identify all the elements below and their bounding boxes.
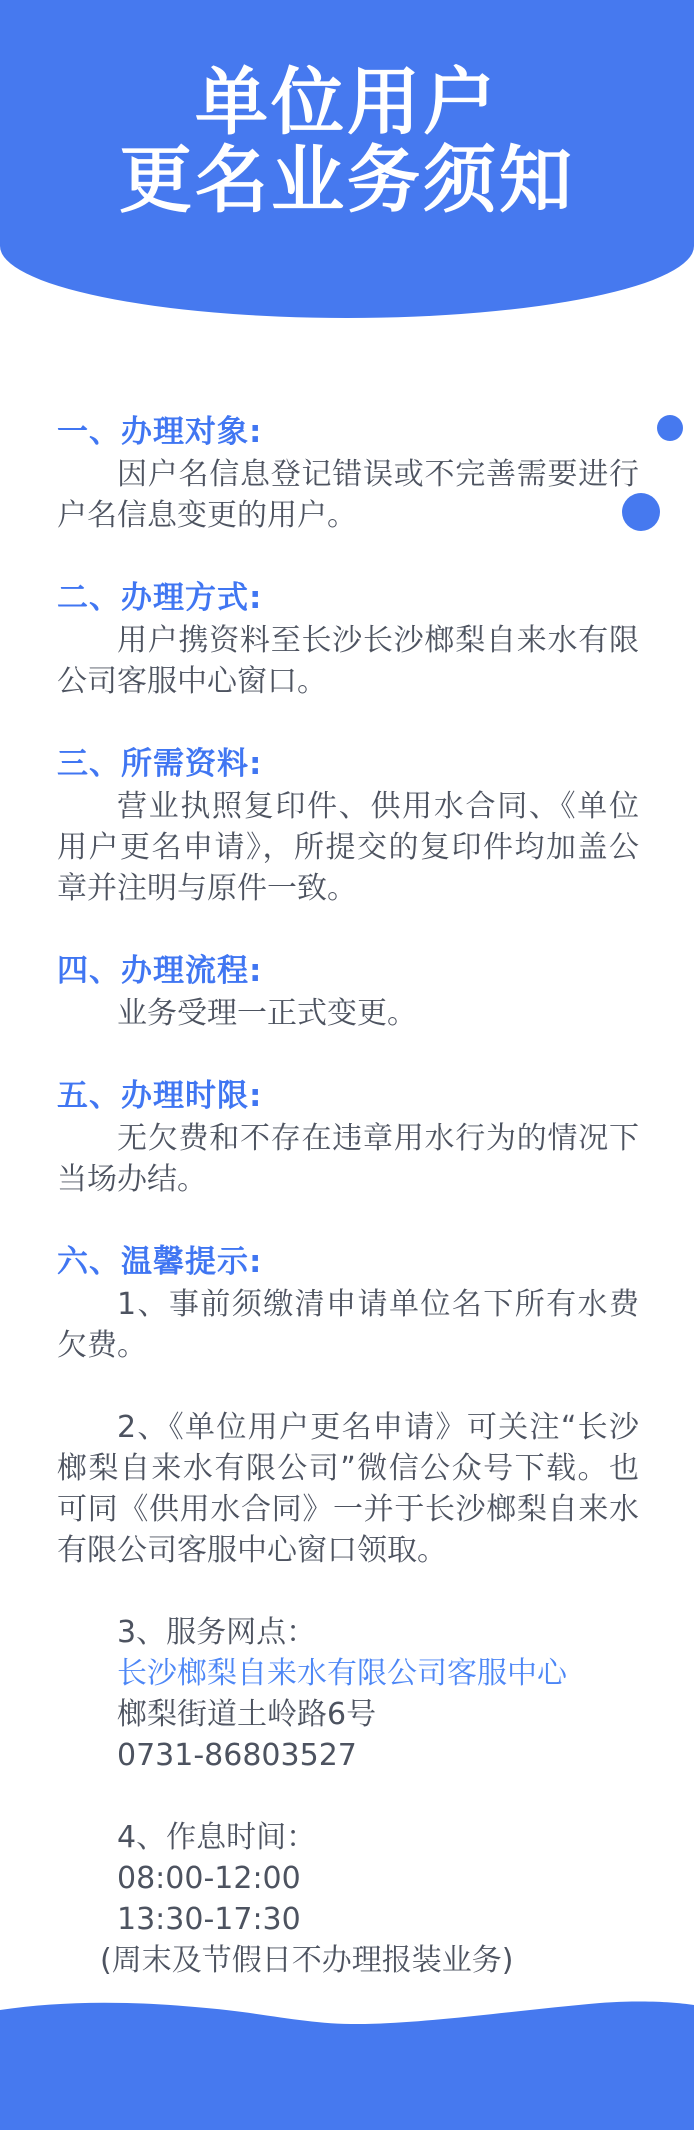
- working-hours-afternoon: 13:30-17:30: [117, 1902, 301, 1937]
- working-hours-note: (周末及节假日不办理报装业务): [100, 1943, 514, 1978]
- section-heading: 五、办理时限:: [57, 1078, 263, 1114]
- section-heading: 六、温馨提示:: [57, 1244, 263, 1280]
- service-center-phone: 0731-86803527: [117, 1738, 357, 1773]
- service-location-label: 3、服务网点：: [117, 1615, 317, 1650]
- notice-body: [57, 412, 639, 1981]
- footer-wave: [0, 2000, 694, 2130]
- section-process: [57, 951, 639, 1034]
- section-paragraph: 用户携资料至长沙长沙榔梨自来水有限公司客服中心窗口。: [57, 623, 639, 699]
- page-title-line1: 单位用户: [195, 60, 499, 145]
- page-title: [0, 60, 694, 223]
- section-time-limit: [57, 1076, 639, 1200]
- working-hours-morning: 08:00-12:00: [117, 1861, 301, 1896]
- section-tips: [57, 1242, 639, 1981]
- section-paragraph: 因户名信息登记错误或不完善需要进行户名信息变更的用户。: [57, 457, 639, 533]
- section-heading: 二、办理方式:: [57, 580, 263, 616]
- service-center-name: 长沙榔梨自来水有限公司客服中心: [117, 1656, 567, 1691]
- section-target-users: [57, 412, 639, 536]
- section-paragraph: 无欠费和不存在违章用水行为的情况下当场办结。: [57, 1121, 639, 1197]
- working-hours-label: 4、作息时间：: [117, 1820, 317, 1855]
- section-heading: 一、办理对象:: [57, 414, 263, 450]
- tip-item-2: 2、《单位用户更名申请》可关注“长沙榔梨自来水有限公司”微信公众号下载。也可同《供用水合同》一并于长沙榔梨自来水有限公司客服中心窗口领取。: [57, 1410, 639, 1568]
- header-banner: [0, 0, 694, 318]
- section-heading: 四、办理流程:: [57, 953, 263, 989]
- service-location-block: [57, 1612, 639, 1776]
- section-heading: 三、所需资料:: [57, 746, 263, 782]
- working-hours-block: [57, 1817, 639, 1981]
- section-how-to-apply: [57, 578, 639, 702]
- service-center-address: 榔梨街道土岭路6号: [117, 1697, 377, 1732]
- section-paragraph: 营业执照复印件、供用水合同、《单位用户更名申请》，所提交的复印件均加盖公章并注明与原件一致。: [57, 789, 639, 906]
- section-paragraph: 业务受理一正式变更。: [117, 996, 417, 1031]
- tip-item-1: 1、事前须缴清申请单位名下所有水费欠费。: [57, 1287, 639, 1363]
- page-title-line2: 更名业务须知: [119, 138, 575, 223]
- section-required-documents: [57, 744, 639, 909]
- decor-dot-small: [657, 415, 683, 441]
